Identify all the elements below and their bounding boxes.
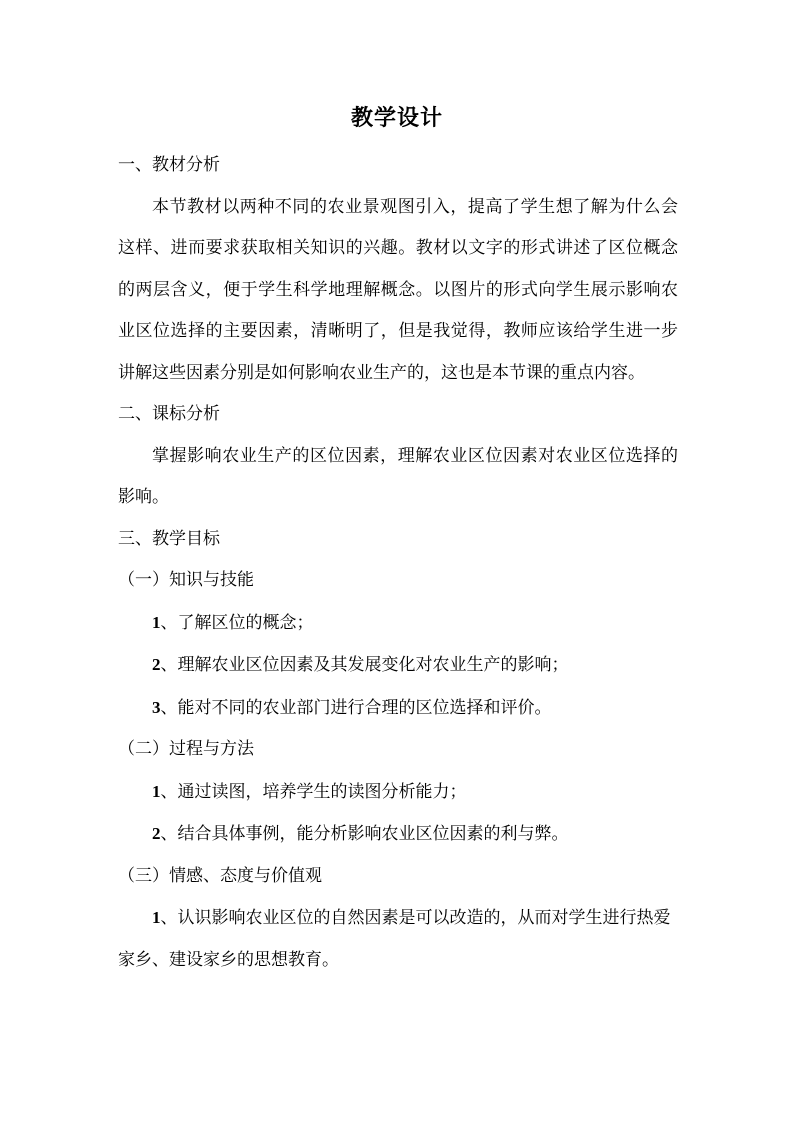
list-item	[118, 897, 678, 981]
list-item	[118, 687, 678, 730]
item-text: 、了解区位的概念；	[160, 612, 314, 633]
item-text: 、理解农业区位因素及其发展变化对农业生产的影响；	[160, 655, 569, 675]
document-body	[118, 145, 678, 981]
subheading-knowledge-skills: （一）知识与技能	[118, 570, 254, 590]
item-number: 1	[152, 781, 161, 801]
list-item	[118, 644, 678, 687]
item-number: 3	[152, 697, 161, 717]
item-text: 、通过读图，培养学生的读图分析能力；	[160, 781, 467, 802]
item-text: 、认识影响农业区位的自然因素是可以改造的，从而对学生进行热爱家乡、建设家乡的思想教育。	[118, 908, 671, 970]
section-heading-textbook-analysis: 一、教材分析	[118, 155, 220, 175]
item-number: 2	[152, 824, 161, 843]
paragraph-curriculum-analysis: 掌握影响农业生产的区位因素，理解农业区位因素对农业区位选择的影响。	[118, 445, 678, 507]
item-text: 、结合具体事例，能分析影响农业区位因素的利与弊。	[160, 824, 569, 844]
item-number: 2	[152, 655, 161, 674]
subheading-emotions-values: （三）情感、态度与价值观	[118, 865, 322, 886]
list-item	[118, 771, 678, 814]
paragraph-textbook-analysis: 本节教材以两种不同的农业景观图引入，提高了学生想了解为什么会这样、进而要求获取相关知识的兴趣。教材以文字的形式讲述了区位概念的两层含义，便于学生科学地理解概念。以图片的形式向学生展示影响农业区位选择的主要因素，清晰明了，但是我觉得，教师应该给学生进一步讲解这些因素分别是如何影响农业生产的，这也是本节课的重点内容。	[118, 196, 678, 383]
list-item	[118, 602, 678, 645]
item-text: 、能对不同的农业部门进行合理的区位选择和评价。	[160, 697, 552, 718]
section-heading-teaching-objectives: 三、教学目标	[118, 528, 220, 549]
subheading-process-methods: （二）过程与方法	[118, 739, 254, 759]
section-heading-curriculum-analysis: 二、课标分析	[118, 404, 220, 424]
item-number: 1	[152, 908, 161, 927]
list-item	[118, 813, 678, 856]
document-title: 教学设计	[350, 105, 443, 131]
item-number: 1	[152, 612, 161, 632]
